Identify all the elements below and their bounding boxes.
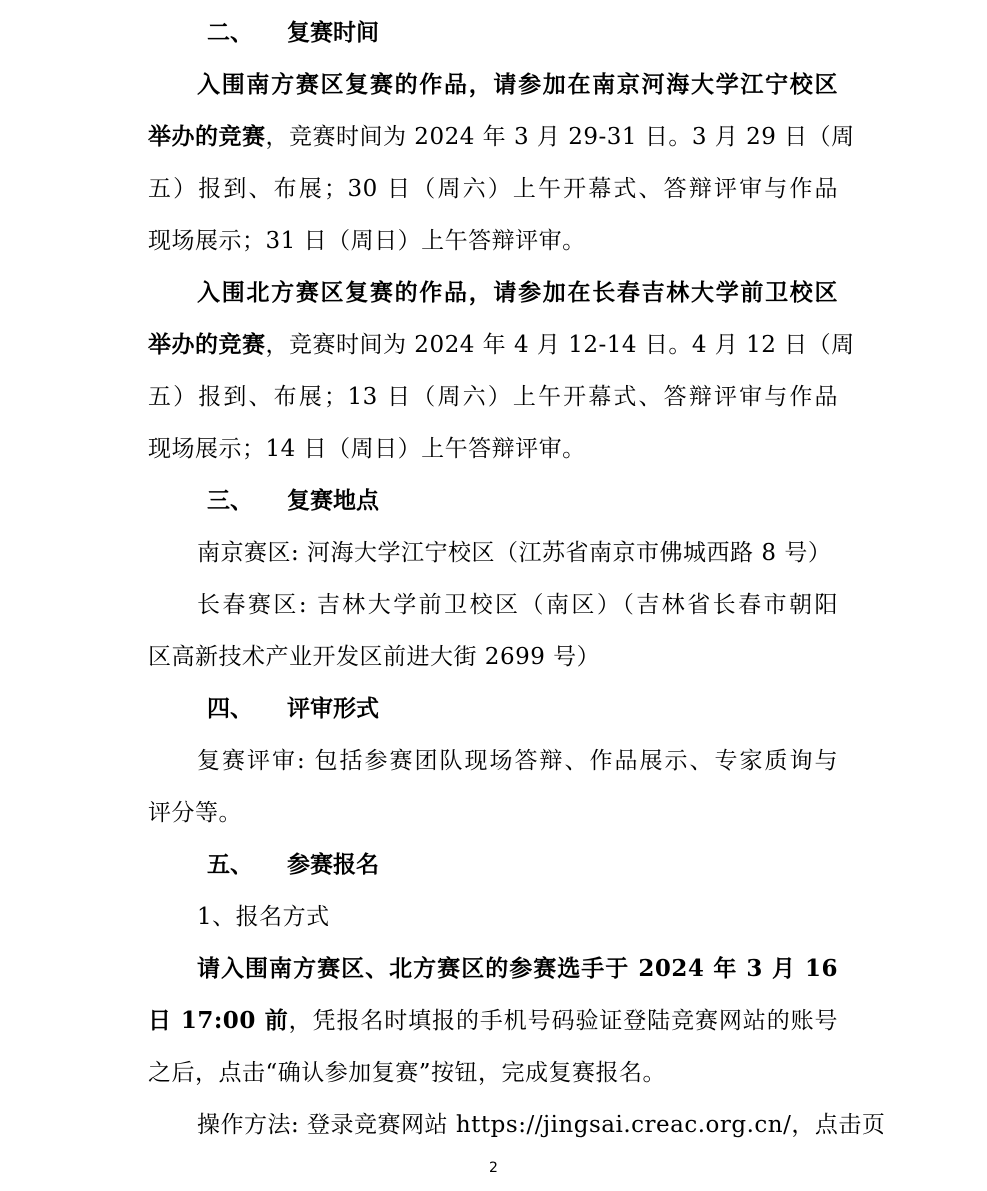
paragraph-line: 五）报到、布展；13 日（周六）上午开幕式、答辩评审与作品 (148, 384, 838, 410)
paragraph-line (148, 330, 855, 360)
paragraph-line: 南京赛区: 河海大学江宁校区（江苏省南京市佛城西路 8 号） (197, 540, 832, 566)
paragraph-line: 长春赛区: 吉林大学前卫校区（南区）（吉林省长春市朝阳 (197, 592, 838, 618)
text: ，竞赛时间为 2024 年 4 月 12-14 日。4 月 12 日（周 (265, 332, 855, 358)
paragraph-line: 复赛评审: 包括参赛团队现场答辩、作品展示、专家质询与 (197, 748, 838, 774)
section-number: 四、 (207, 695, 253, 722)
section-title: 复赛地点 (287, 487, 379, 514)
paragraph-line: 之后，点击“确认参加复赛”按钮，完成复赛报名。 (148, 1060, 667, 1086)
bold-text: 举办的竞赛 (148, 123, 266, 150)
bold-text: 日 17:00 前 (148, 1007, 289, 1034)
section-number: 三、 (207, 487, 253, 514)
text: ，凭报名时填报的手机号码验证登陆竞赛网站的账号 (288, 1008, 838, 1034)
paragraph-line: 入围南方赛区复赛的作品，请参加在南京河海大学江宁校区 (197, 71, 838, 98)
paragraph-line: 现场展示；31 日（周日）上午答辩评审。 (148, 228, 586, 254)
section-title: 参赛报名 (287, 851, 379, 878)
paragraph-line (148, 1006, 838, 1036)
page-number: 2 (489, 1160, 498, 1176)
section-heading-4 (207, 694, 379, 724)
paragraph-line: 区高新技术产业开发区前进大街 2699 号） (148, 644, 601, 670)
subheading: 1、报名方式 (197, 904, 330, 930)
paragraph-line: 操作方法: 登录竞赛网站 https://jingsai.creac.org.cn/，点击页 (197, 1112, 886, 1138)
section-title: 评审形式 (287, 695, 379, 722)
section-heading-2 (207, 18, 379, 48)
paragraph-line: 现场展示；14 日（周日）上午答辩评审。 (148, 436, 586, 462)
paragraph-line (148, 122, 855, 152)
bold-text: 举办的竞赛 (148, 331, 266, 358)
text: ，竞赛时间为 2024 年 3 月 29-31 日。3 月 29 日（周 (265, 124, 855, 150)
paragraph-line: 五）报到、布展；30 日（周六）上午开幕式、答辩评审与作品 (148, 176, 838, 202)
section-heading-5 (207, 850, 379, 880)
paragraph-line: 请入围南方赛区、北方赛区的参赛选手于 2024 年 3 月 16 (197, 955, 838, 982)
section-number: 二、 (207, 19, 253, 46)
paragraph-line: 评分等。 (148, 800, 242, 826)
paragraph-line: 入围北方赛区复赛的作品，请参加在长春吉林大学前卫校区 (197, 279, 838, 306)
section-title: 复赛时间 (287, 19, 379, 46)
section-heading-3 (207, 486, 379, 516)
section-number: 五、 (207, 851, 253, 878)
